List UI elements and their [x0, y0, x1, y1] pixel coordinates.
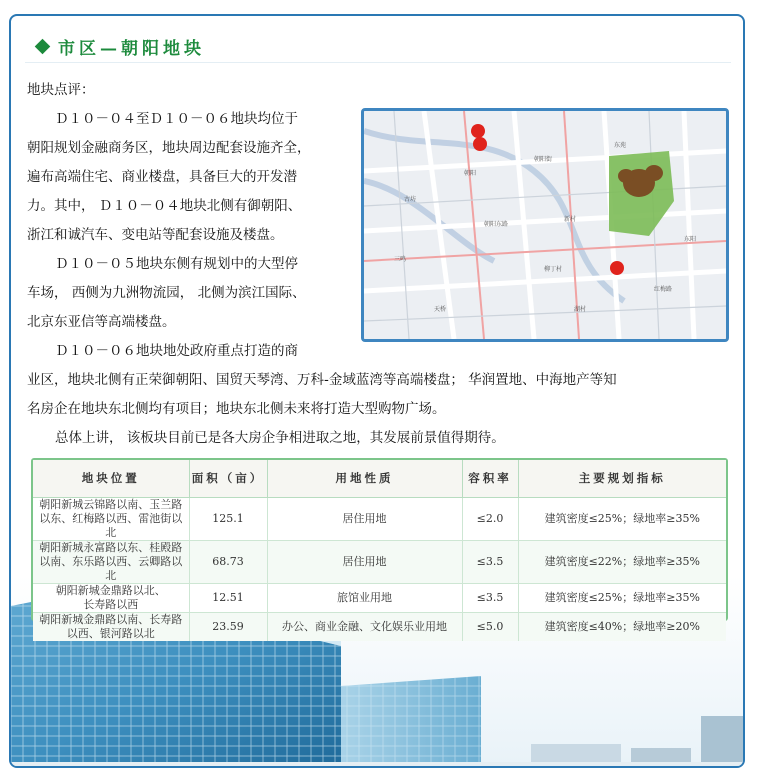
commentary-line: 力。其中， Ｄ１０－０４地块北侧有御朝阳、 [27, 198, 302, 214]
cell-land-use: 居住用地 [267, 497, 462, 540]
cell-indicator: 建筑密度≤22%；绿地率≥35% [518, 540, 726, 583]
column-header: 面积（亩） [189, 460, 267, 497]
section-title [37, 34, 205, 59]
cell-land-use: 办公、商业金融、文化娱乐业用地 [267, 612, 462, 641]
table-row [33, 497, 726, 540]
commentary-line: Ｄ１０－０５地块东侧有规划中的大型停 [55, 256, 298, 272]
map-label: 柳丁村 [544, 266, 563, 273]
map-graphic [364, 111, 726, 339]
title-divider [25, 62, 731, 63]
commentary-left [27, 76, 311, 366]
section-title-text: 市区—朝阳地块 [58, 39, 205, 59]
commentary-line: 朝阳规划金融商务区，地块周边配套设施齐全， [27, 140, 311, 156]
commentary-heading: 地块点评： [27, 82, 95, 98]
map-label: 新村 [564, 216, 577, 223]
cell-land-use: 旅馆业用地 [267, 583, 462, 612]
cell-area: 125.1 [189, 497, 267, 540]
cell-far: ≤5.0 [462, 612, 518, 641]
cell-area: 12.51 [189, 583, 267, 612]
table-row [33, 540, 726, 583]
table-header-row [33, 460, 726, 497]
location-map [361, 108, 729, 342]
cell-indicator: 建筑密度≤25%；绿地率≥35% [518, 583, 726, 612]
commentary-full [27, 366, 617, 453]
commentary-line: 车场， 西侧为九洲物流园， 北侧为滨江国际、 [27, 285, 306, 301]
cell-location: 朝阳新城永富路以东、桂殿路 以南、东乐路以西、云卿路以北 [33, 540, 189, 583]
page-frame [9, 14, 745, 768]
map-label: 湖村 [574, 306, 587, 313]
cell-location: 朝阳新城金鼎路以北、 长寿路以西 [33, 583, 189, 612]
map-label: 朝阳 [464, 170, 477, 177]
cell-far: ≤2.0 [462, 497, 518, 540]
map-label: 朝阳街 [534, 156, 553, 163]
cell-far: ≤3.5 [462, 583, 518, 612]
plot-info-table [31, 458, 728, 640]
cell-location: 朝阳新城云锦路以南、玉兰路 以东、红梅路以西、雷池街以北 [33, 497, 189, 540]
column-header: 容积率 [462, 460, 518, 497]
cell-far: ≤3.5 [462, 540, 518, 583]
cell-location: 朝阳新城金鼎路以南、长寿路 以西、银河路以北 [33, 612, 189, 641]
map-label: 东苑 [614, 142, 627, 149]
commentary-line: 总体上讲， 该板块目前已是各大房企争相进取之地，其发展前景值得期待。 [55, 430, 505, 446]
commentary-line: 遍布高端住宅、商业楼盘，具备巨大的开发潜 [27, 169, 297, 185]
commentary-line: 业区，地块北侧有正荣御朝阳、国贸天琴湾、万科-金域蓝湾等高端楼盘； 华润置地、中海地产等知 [27, 372, 617, 388]
commentary-line: 名房企在地块东北侧均有项目；地块东北侧未来将打造大型购物广场。 [27, 401, 446, 417]
cell-area: 23.59 [189, 612, 267, 641]
map-label: 古坊 [404, 196, 417, 203]
table-row [33, 583, 726, 612]
commentary-line: Ｄ１０－０４至Ｄ１０－０６地块均位于 [55, 111, 298, 127]
commentary-line: 浙江和诚汽车、变电站等配套设施及楼盘。 [27, 227, 284, 243]
map-label: 三鸣 [394, 256, 407, 263]
column-header: 主要规划指标 [518, 460, 726, 497]
column-header: 地块位置 [33, 460, 189, 497]
diamond-bullet-icon [35, 39, 51, 55]
map-label: 朝阳东路 [484, 221, 509, 228]
column-header: 用地性质 [267, 460, 462, 497]
cell-indicator: 建筑密度≤25%；绿地率≥35% [518, 497, 726, 540]
cell-land-use: 居住用地 [267, 540, 462, 583]
table-row [33, 612, 726, 641]
cell-area: 68.73 [189, 540, 267, 583]
map-label: 东阳 [684, 236, 697, 243]
map-label: 红梅路 [654, 286, 673, 293]
cell-indicator: 建筑密度≤40%；绿地率≥20% [518, 612, 726, 641]
commentary-line: 北京东亚信等高端楼盘。 [27, 314, 176, 330]
map-label: 天桥 [434, 306, 447, 313]
commentary-line: Ｄ１０－０６地块地处政府重点打造的商 [55, 343, 298, 359]
